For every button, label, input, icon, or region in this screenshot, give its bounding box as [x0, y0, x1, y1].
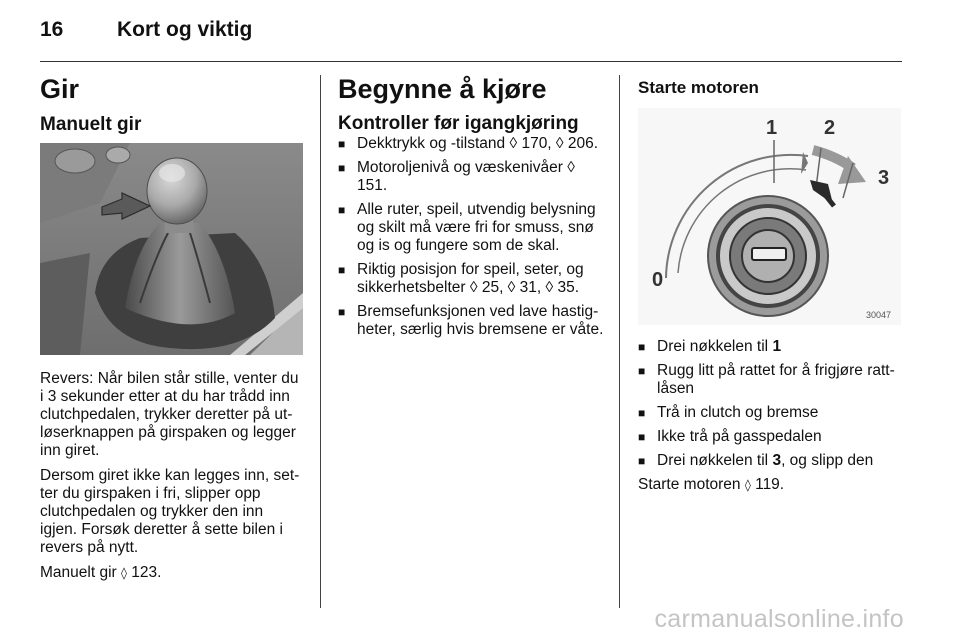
position-label-2: 2: [824, 117, 836, 139]
bullet-icon: ■: [338, 263, 346, 277]
key-position: 1: [772, 338, 782, 355]
checklist-item-refs[interactable]: ◊ 170, ◊ 206.: [509, 135, 599, 152]
cross-reference-starte-motoren: [638, 476, 902, 494]
checklist-item-refs[interactable]: ◊ 151.: [357, 159, 575, 194]
checklist-item: [338, 159, 604, 195]
bullet-icon: ■: [338, 203, 346, 217]
middle-column: [338, 74, 604, 345]
position-label-0: 0: [652, 269, 664, 291]
start-step-text: Drei nøkkelen til: [657, 338, 773, 355]
start-step-text-suffix: , og slipp den: [781, 452, 874, 469]
bullet-icon: ■: [638, 454, 646, 468]
key-position: 3: [772, 452, 782, 469]
start-step-text: Drei nøkkelen til: [657, 452, 773, 469]
section-heading-gir: Gir: [40, 74, 80, 104]
position-label-3: 3: [878, 167, 890, 189]
ref-page[interactable]: 119.: [755, 476, 785, 493]
ref-text: Starte motoren: [638, 476, 741, 493]
left-column: [40, 74, 304, 136]
checklist-item: [338, 303, 604, 339]
checklist-item-text: Riktig posisjon for speil, seter, og sikkerhetsbelter: [357, 261, 584, 296]
ref-arrow-icon: ◊: [744, 478, 751, 492]
bullet-icon: ■: [338, 137, 346, 151]
right-body: [638, 338, 902, 501]
ignition-diagram-svg: [638, 108, 901, 325]
page-number: 16: [40, 18, 64, 41]
cross-reference-manuelt-gir: [40, 564, 304, 582]
start-step-text: Ikke trå på gasspedalen: [657, 428, 822, 445]
section-heading-begynne: Begynne å kjøre: [338, 74, 547, 104]
bullet-icon: ■: [638, 406, 646, 420]
checklist: [338, 135, 604, 339]
checklist-item: [338, 201, 604, 255]
column-divider-1: [320, 75, 321, 608]
bullet-icon: ■: [638, 430, 646, 444]
ref-arrow-icon: ◊: [121, 566, 127, 580]
paragraph-dersom: Dersom giret ikke kan legges inn, set-ter du girspaken i fri, slipper opp clutchpedalen og trykker den inn igjen. Forsøk deretter å sette bilen i revers på nytt.: [40, 467, 300, 556]
start-step: [638, 362, 902, 398]
gear-shift-illustration: [40, 143, 303, 355]
left-body: [40, 370, 304, 589]
watermark: carmanualsonline.info: [654, 605, 904, 633]
ref-page[interactable]: 123.: [131, 564, 162, 581]
checklist-item-text: Alle ruter, speil, utvendig belysning og skilt må være fri for smuss, snø og is og fungere som de skal.: [357, 201, 596, 254]
ignition-diagram: [638, 108, 901, 325]
chapter-title: Kort og viktig: [117, 18, 253, 41]
bullet-icon: ■: [638, 364, 646, 378]
checklist-item: [338, 135, 604, 153]
subheading-kontroller: Kontroller før igangkjøring: [338, 113, 579, 134]
section-heading-starte: Starte motoren: [638, 78, 759, 97]
figure-code: 30047: [866, 310, 892, 320]
bullet-icon: ■: [638, 340, 646, 354]
start-steps: [638, 338, 902, 470]
start-step: [638, 404, 902, 422]
ref-text: Manuelt gir: [40, 564, 117, 581]
column-divider-2: [619, 75, 620, 608]
position-label-1: 1: [766, 117, 778, 139]
start-step: [638, 338, 902, 356]
right-column: [638, 78, 902, 98]
checklist-item-text: Dekktrykk og -tilstand: [357, 135, 506, 152]
checklist-item-refs[interactable]: ◊ 25, ◊ 31, ◊ 35.: [469, 279, 580, 296]
checklist-item-text: Motoroljenivå og væskenivåer: [357, 159, 563, 176]
bullet-icon: ■: [338, 305, 346, 319]
bullet-icon: ■: [338, 161, 346, 175]
header-divider: [40, 61, 902, 62]
start-step: [638, 452, 902, 470]
start-step-text: Rugg litt på rattet for å frigjøre ratt-låsen: [657, 362, 895, 397]
checklist-item: [338, 261, 604, 297]
paragraph-revers: Revers: Når bilen står stille, venter du i 3 sekunder etter at du har trådd inn clutchpedalen, trykker deretter på ut-løserknappen på girspaken og legger inn giret.: [40, 370, 299, 459]
start-step: [638, 428, 902, 446]
subheading-manuelt-gir: Manuelt gir: [40, 114, 142, 135]
start-step-text: Trå in clutch og bremse: [657, 404, 819, 421]
checklist-item-text: Bremsefunksjonen ved lave hastig-heter, særlig hvis bremsene er våte.: [357, 303, 604, 338]
